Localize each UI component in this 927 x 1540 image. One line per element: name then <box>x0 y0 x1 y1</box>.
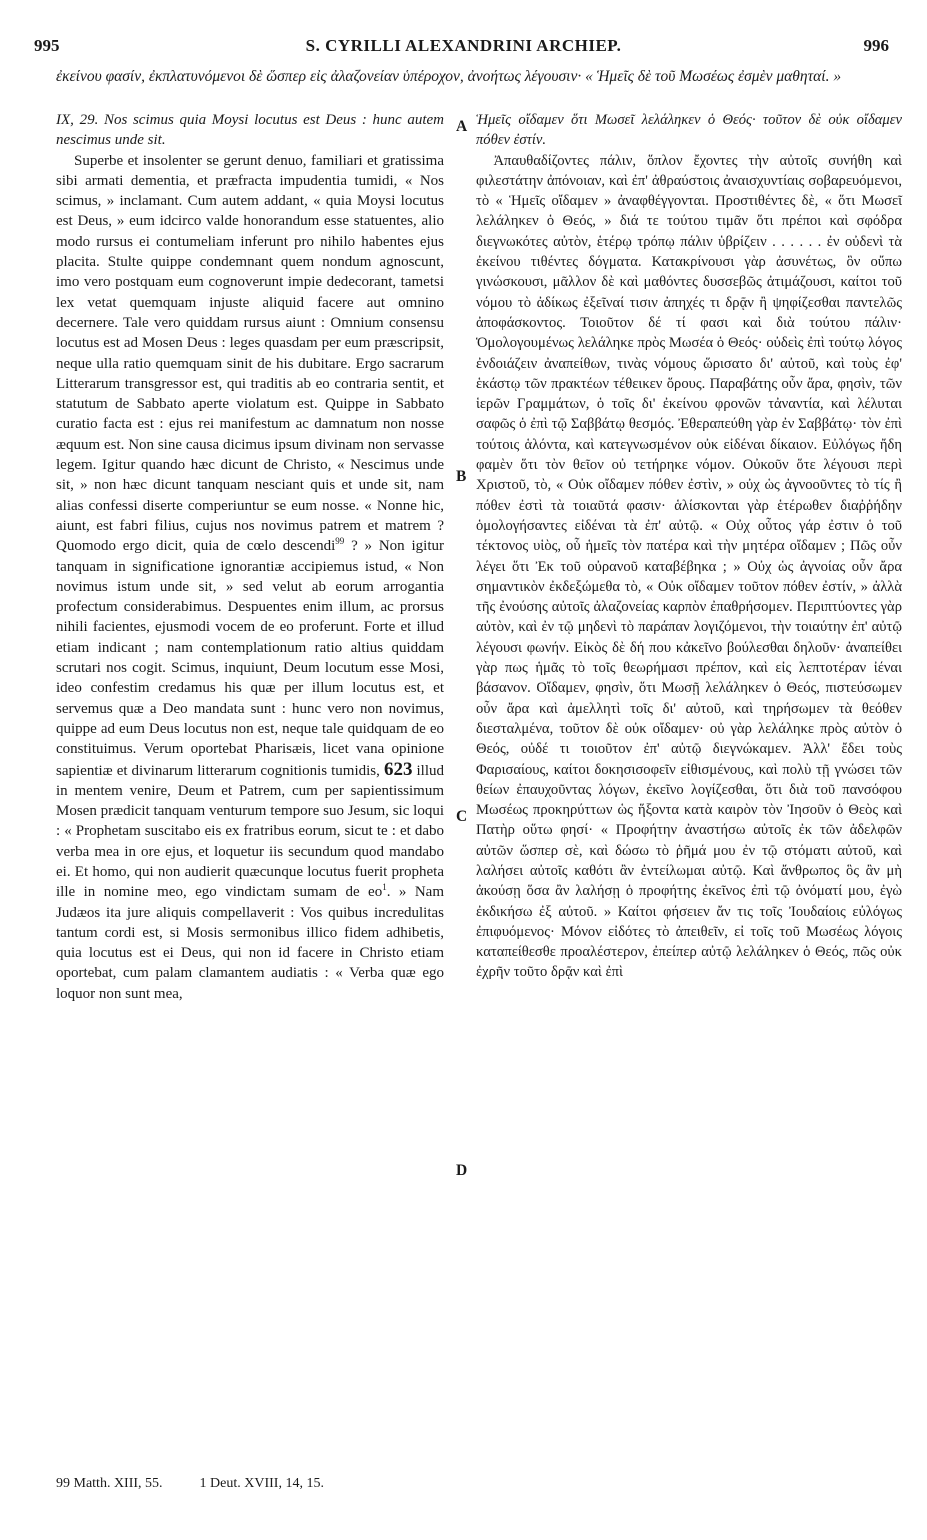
footnotes <box>56 1476 324 1492</box>
footnote-99: 99 Matth. XIII, 55. <box>56 1476 163 1491</box>
latin-text-d: . » Nam Judæos ita jure aliquis compellaverit : Vos quibus incredulitas tantum cordi est, si Mosis sermonibus illico fidem adhibetis, quia locutus est ei Deus, qui non id facere in Christo etiam oportebat, cum palam clamantem audiatis : « Verba quæ ego loquor non sunt mea, <box>56 884 444 1002</box>
latin-lemma: IX, 29. Nos scimus quia Moysi locutus est Deus : hunc autem nescimus unde sit. <box>56 112 444 149</box>
latin-paragraph <box>56 151 444 1004</box>
running-header <box>0 36 927 60</box>
latin-column <box>56 110 444 1004</box>
original-page-marker: 623 <box>383 758 413 780</box>
margin-marker-d: D <box>456 1162 468 1179</box>
margin-marker-c: C <box>456 808 468 825</box>
latin-text-b: ? » Non igitur tanquam in significatione ignorantiæ accipiemus istud, « Non novimus istum unde sit, » sed velut ab eorum arrogantia profectum considerabimus. Despuentes enim illum, ac prorsus nihili facientes, ejusmodi vocem de eo proferunt. Forte et illud etiam indicant ; nam contemplationum ratio altius quiddam scrutari nos cogit. Scimus, inquiunt, Deum locutum esse Mosi, ideo confestim credamus his quæ per illum locutus est, et servemus quæ a Deo mandata sunt : hunc vero non novimus, quippe ad eum Deus locutus non est, neque tale quidquam de eo constituimus. Verum oportebat Pharisæis, licet vana opinione sapientiæ et divinarum litterarum cognitionis tumidis, <box>56 538 444 779</box>
greek-paragraph: Ἀπαυθαδίζοντες πάλιν, ὅπλον ἔχοντες τὴν αὐτοῖς συνήθη καὶ φιλεστάτην ἀπόνοιαν, καὶ ἐπ' ἀθραύστοις ἀναισχυντίαις σοβαρευόμενοι, τὸ « Ἡμεῖς οἴδαμεν » ἀναφθέγγονται. Προστιθέντες δὲ, « ὅτι Μωσεῖ λελάληκεν ὁ Θεός, » διά τε τούτου τιμᾶν ὅτι πρέποι καὶ σφόδρα διεγνωκότες αὐτὸν, ἑτέρῳ τρόπῳ πάλιν ὑβρίζειν . . . . . . ἐν οὐδενὶ τὰ ἐκείνου τιθέντες δόγματα. Κατακρίνουσι γὰρ ἀσυνέτως, ὃν οὔπω γινώσκουσι, μᾶλλον δὲ καὶ μαθόντες δυσσεβῶς ἀτιμάζουσι, καίτοι τοῦ νόμου τὸ ἀδίκως ἐξεῖναί τισιν ἀπηχές τι δρᾷν ἢ ψηφίζεσθαι παντελῶς ἀποφάσκοντος. Τοιοῦτον δέ τί φασι καὶ διὰ τούτου πάλιν· Ὁμολογουμένως λελάληκε πρὸς Μωσέα ὁ Θεός· οὐδεὶς ἐπὶ τούτῳ λόγος ἐνδοιάζειν ἀναπείθων, τινὰς νόμους ὥρισατο δι' αὐτοῦ, καὶ τοὺς ἐφ' ἑκάστῳ τῶν πρακτέων τέθεικεν ὅρους. Παραβάτης οὖν ἄρα, φησὶν, τῶν ἱερῶν Γραμμάτων, ὁ τοῖς δι' ἐκείνου φρονῶν τἀναντία, καὶ λέλυται σαφῶς ὁ ἐπὶ τῷ Σαββάτῳ θεσμός. Ἐθεραπεύθη γὰρ ἐν Σαββάτῳ· τὸν ἐπὶ τούτοις ἁλόντα, καὶ κατεγνωσμένον οὐκ εἰδέναι δίκαιον. Εὐλόγως ἤδη φαμὲν ὅτι τὸν θεῖον οὐ τετήρηκε νόμον. Οὐκοῦν ὅτε λέγουσι περὶ Χριστοῦ, τὸ, « Οὐκ οἴδαμεν πόθεν ἐστὶν, » οὐχ ὡς ἀγνοοῦντες τὸ τίς ἢ πόθεν ἐστὶ τὰ τοιαῦτά φασιν· ἁλίσκονται γὰρ ἑτέρωθεν διαῤῥήδην ὁμολογήσαντες εἰδέναι τὰ ἐπ' αὐτῷ. « Οὐχ οὗτος γάρ ἐστιν ὁ τοῦ τέκτονος υἱὸς, οὗ ἡμεῖς τὸν πατέρα καὶ τὴν μητέρα οἴδαμεν ; Πῶς οὖν λέγει ὅτι Ἐκ τοῦ οὐρανοῦ καταβέβηκα ; » Οὐχ ὡς ἀγνοίας οὖν ἄρα σημαντικὸν ἐκδεξώμεθα τὸ, « Οὐκ οἴδαμεν τοῦτον πόθεν ἐστίν, » ἀλλὰ τῆς ἐνούσης αὐτοῖς ἀλαζονείας καρπὸν ἐπαθρήσομεν. Περιπτύοντες γὰρ αὐτὸν, καὶ ἐν τῷ μηδενὶ τὸ παράπαν λογιζόμενοι, τὴν τοιαύτην ἐπ' αὐτῷ λέγουσι φωνήν. Εἰκὸς δὲ δή που κἀκεῖνο βούλεσθαι δηλοῦν· ἀναπείθει γὰρ πως ἡμᾶς τὸ τοῖς θεωρήμασι πρέπον, καὶ εἰς λεπτοτέραν ἰέναι βάσανον. Οἴδαμεν, φησὶν, ὅτι Μωσῇ λελάληκεν ὁ Θεός, πιστεύσωμεν οὖν ἄρα καὶ ἀμελλητὶ τοῖς δι' αὐτοῦ, καὶ τηρήσωμεν τὰ θεόθεν διεσταλμένα, τοῦτον δὲ οὐκ οἴδαμεν· οὐ γὰρ λελάληκε πρὸς αὐτὸν ὁ Θεός, οὐδέ τι τοιοῦτον ἐπ' αὐτῷ διεγνώκαμεν. Ἀλλ' ἔδει τοὺς Φαρισαίους, καίτοι δοκησισοφεῖν εἰθισμένους, καὶ πολὺ τῇ γνώσει τῶν θείων ἐπαυχοῦντας λόγων, ἐκεῖνο λογίζεσθαι, ὅτι διὰ τοῦ πανσόφου Μωσέως προκηρύττων ὡς ἥξοντα κατὰ καιρὸν τὸν Ἰησοῦν ὁ Θεὸς καὶ Πατὴρ οὕτω φησί· « Προφήτην ἀναστήσω αὐτοῖς ἐκ τῶν ἀδελφῶν αὐτῶν ὥσπερ σὲ, καὶ δώσω τὸ ῥῆμά μου ἐν τῷ στόματι αὐτοῦ, καὶ λαλήσει αὐτοῖς καθότι ἂν ἐντείλωμαι αὐτῷ. Καὶ ἄνθρωπος ὃς ἂν μὴ ἀκούσῃ ὅσα ἂν λαλήσῃ ὁ προφήτης ἐκεῖνος ἐπὶ τῷ ὀνόματί μου, ἐγὼ ἐκδικήσω ἐξ αὐτοῦ. » Καίτοι φήσειεν ἄν τις τοῖς Ἰουδαίοις εὐλόγως ἐπιφυόμενος· Μόνον εἰδότες τὸ ἀπειθεῖν, εἰ τοῖς τοῦ Μωσέως λόγοις καταπείθεσθε προαλέστερον, ἐπείπερ αὐτῷ λελάληκεν ὁ Θεός, πῶς οὐκ ἐχρῆν τοῦτο δρᾷν καὶ ἐπὶ <box>476 152 902 981</box>
margin-marker-b: B <box>456 468 467 485</box>
latin-text-c: illud in mentem venire, Deum et Patrem, cum per sapientissimum Mosen prædicit tanquam venturum tempore suo Jesum, sic loqui : « Prophetam suscitabo eis ex fratribus eorum, sicut te : et dabo verba mea in ore ejus, et loquetur iis secundum quod mandabo ei. Et homo, qui non audierit quæcunque locutus fuerit propheta ille in nomine meo, ego vindictam sumam de eo <box>56 762 444 901</box>
page-number-right: 996 <box>863 36 889 55</box>
footnote-ref-99: 99 <box>335 536 345 547</box>
page-number-left: 995 <box>34 36 60 55</box>
footnote-ref-1: 1 <box>382 882 387 893</box>
running-title: S. CYRILLI ALEXANDRINI ARCHIEP. <box>305 36 622 55</box>
greek-column <box>476 110 902 983</box>
footnote-1: 1 Deut. XVIII, 14, 15. <box>199 1476 324 1491</box>
latin-text-a: Superbe et insolenter se gerunt denuo, familiari et gratissima sibi armati dementia, et præfracta impudentia tumidi, « Nos scimus, » inclamant. Cum autem addant, « quia Moysi locutus est Deus, » eum idcirco valde honorandum esse statuentes, alio modo rursus ei contumeliam inferunt pro nihilo habentes ejus placita. Stulte quippe condemnant quem nondum agnoscunt, imo vero postquam eum cognoverunt impie dedecorant, tametsi lex vetat quemquam injuste aliquid facere aut omnino decernere. Tale vero quiddam rursus aiunt : Omnium consensu locutus est ad Mosen Deus : leges quasdam per eum præscripsit, neque ulla ratio quemquam sinit de his dubitare. Ergo sacrarum Litterarum transgressor est, qui traditis ab eo contraria sentit, et statutum de Sabbato aperte violatum est. Quippe in Sabbato curatio facta est : ejus rei manifestum ac damnatum non nosse æquum est. Non sine causa dicimus ipsum divinam non servasse legem. Igitur quando hæc dicunt de Christo, « Nescimus unde sit, » non hæc dicunt tanquam nesciant quis et unde sit, nam alias confessi diserte comperiuntur se eum nosse. « Nonne hic, aiunt, est fabri filius, cujus nos novimus patrem et matrem ? Quomodo ergo dicit, quia de cœlo descendi <box>56 152 444 555</box>
margin-marker-a: A <box>456 118 468 135</box>
top-greek-line: ἐκείνου φασίν, ἐκπλατυνόμενοι δὲ ὥσπερ εἰς ἀλαζονείαν ὑπέροχον, ἀνοήτως λέγουσιν· « Ἡμεῖς δὲ τοῦ Μωσέως ἐσμὲν μαθηταί. » <box>56 68 842 85</box>
greek-lemma: Ἡμεῖς οἴδαμεν ὅτι Μωσεῖ λελάληκεν ὁ Θεός· τοῦτον δὲ οὐκ οἴδαμεν πόθεν ἐστίν. <box>476 112 902 149</box>
